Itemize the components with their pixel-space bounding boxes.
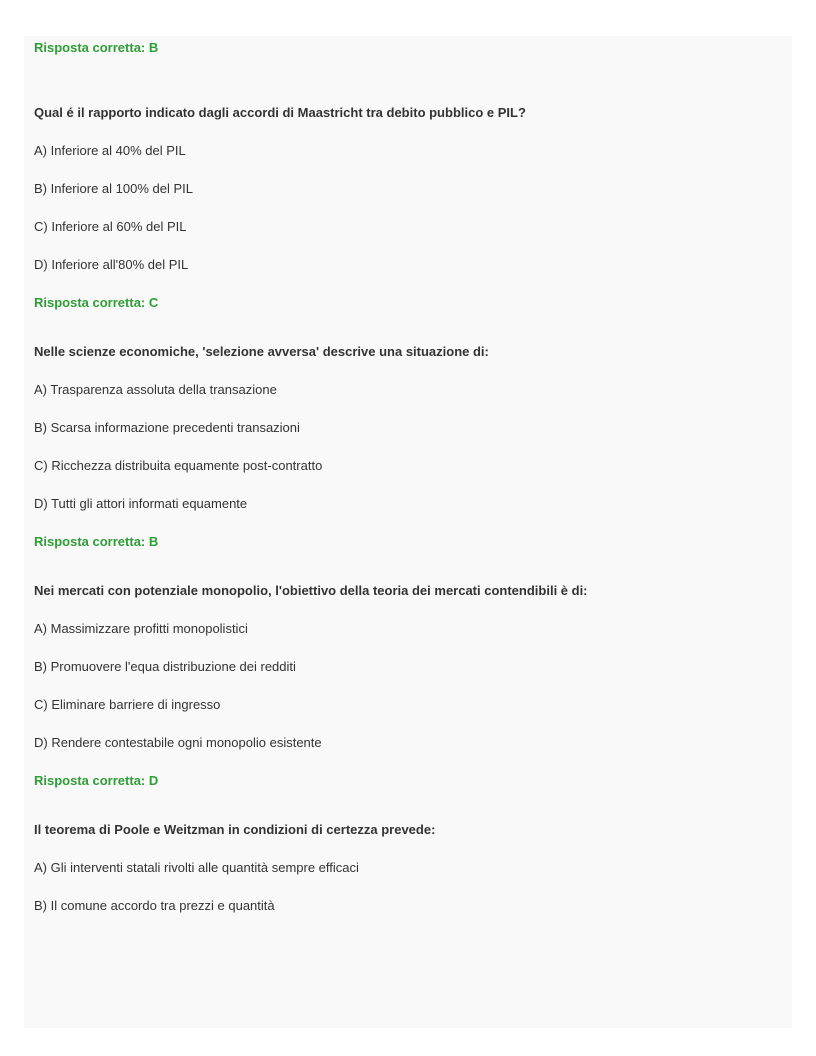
answer-option: A) Trasparenza assoluta della transazione xyxy=(34,382,277,397)
question-block xyxy=(34,103,782,312)
answer-option: B) Promuovere l'equa distribuzione dei redditi xyxy=(34,659,296,674)
answer-option: B) Scarsa informazione precedenti transazioni xyxy=(34,420,300,435)
question-text: Nelle scienze economiche, 'selezione avversa' descrive una situazione di: xyxy=(34,344,489,359)
answer-option: A) Gli interventi statali rivolti alle quantità sempre efficaci xyxy=(34,860,359,875)
answer-option: D) Tutti gli attori informati equamente xyxy=(34,496,248,511)
question-block xyxy=(34,342,782,551)
answer-option: C) Inferiore al 60% del PIL xyxy=(34,219,187,234)
correct-answer: Risposta corretta: C xyxy=(34,295,159,310)
question-text: Nei mercati con potenziale monopolio, l'obiettivo della teoria dei mercati contendibili è di: xyxy=(34,583,588,598)
answer-option: D) Inferiore all'80% del PIL xyxy=(34,257,189,272)
question-block xyxy=(34,581,782,790)
answer-option: A) Inferiore al 40% del PIL xyxy=(34,143,186,158)
question-text: Il teorema di Poole e Weitzman in condizioni di certezza prevede: xyxy=(34,822,436,837)
answer-option: A) Massimizzare profitti monopolistici xyxy=(34,621,248,636)
quiz-panel xyxy=(24,36,792,1028)
correct-answer: Risposta corretta: B xyxy=(34,534,159,549)
correct-answer: Risposta corretta: D xyxy=(34,773,159,788)
question-block xyxy=(34,820,782,915)
answer-option: C) Eliminare barriere di ingresso xyxy=(34,697,221,712)
answer-option: D) Rendere contestabile ogni monopolio esistente xyxy=(34,735,322,750)
answer-option: C) Ricchezza distribuita equamente post-contratto xyxy=(34,458,323,473)
answer-option: B) Inferiore al 100% del PIL xyxy=(34,181,193,196)
question-text: Qual é il rapporto indicato dagli accordi di Maastricht tra debito pubblico e PIL? xyxy=(34,105,526,120)
answer-option: B) Il comune accordo tra prezzi e quantità xyxy=(34,898,275,913)
correct-answer: Risposta corretta: B xyxy=(34,40,159,55)
